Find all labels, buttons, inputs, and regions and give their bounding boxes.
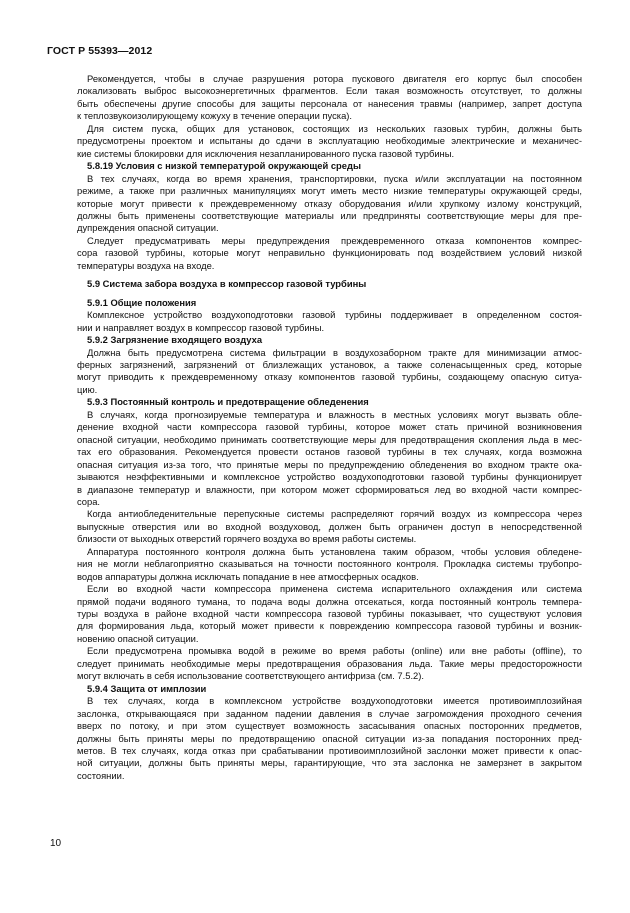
text-line: заслонка, открывающаяся при заданном падении давления в случае загромождения проходного сечения bbox=[77, 707, 582, 719]
section-heading: 5.9.3 Постоянный контроль и предотвращение обледенения bbox=[87, 396, 369, 408]
text-line: Аппаратура постоянного контроля должна быть установлена таким образом, чтобы условия обледене- bbox=[87, 545, 582, 557]
text-line: для формирования льда, который может привести к повреждению компрессора газовой турбины и возник- bbox=[77, 620, 582, 632]
text-line: режиме, а также при различных манипуляциях могут иметь место низкие температуры окружающей среды, bbox=[77, 185, 582, 197]
text-line: кие системы блокировки для исключения незапланированного пуска газовой турбины. bbox=[77, 147, 455, 159]
text-line: туры воздуха в районе входной части компрессора газовой турбины показывает, что существуют условия bbox=[77, 608, 582, 620]
text-line: Должна быть предусмотрена система фильтрации в воздухозаборном тракте для минимизации атмос- bbox=[87, 346, 582, 358]
text-line: Рекомендуется, чтобы в случае разрушения ротора пускового двигателя его корпус был способен bbox=[87, 73, 582, 84]
text-line: в диапазоне температур и влажности, при котором может сформироваться лед во входной части компрес- bbox=[77, 483, 582, 495]
paragraph bbox=[77, 73, 582, 123]
paragraph bbox=[77, 173, 582, 235]
text-line: водов аппаратуры должна исключать попадание в нее атмосферных осадков. bbox=[77, 570, 419, 582]
text-line: ния не могли неблагоприятно сказываться на точности постоянного контроля. Прокладка системы трубопро- bbox=[77, 558, 582, 570]
text-line: локализовать выброс высокоэнергетичных фрагментов. Если такая возможность отсутствует, то должны bbox=[77, 85, 582, 97]
text-line: выпускные отверстия или во входной воздуховод, должен быть ограничен доступ в непосредственной bbox=[77, 520, 582, 532]
text-line: должны быть приняты меры по предотвращению опасной ситуации из-за попадания посторонних пред- bbox=[77, 732, 582, 744]
section-heading: 5.9.4 Защита от имплозии bbox=[87, 682, 207, 694]
text-line: метов. В тех случаях, когда отказ при срабатывании противоимплозийной заслонки может привести к опас- bbox=[77, 745, 582, 757]
text-line: могут приводить к преждевременному отказу компонентов газовой турбины, создающему опасную ситуа- bbox=[77, 371, 582, 383]
text-line: новению опасной ситуации. bbox=[77, 632, 199, 644]
text-line: Комплексное устройство воздухоподготовки газовой турбины поддерживает в определенном состоя- bbox=[87, 309, 582, 321]
section-heading: 5.9 Система забора воздуха в компрессор газовой турбины bbox=[87, 278, 367, 290]
text-line: предусмотрены проектом и испытаны до сдачи в эксплуатацию необходимые электрические и механичес- bbox=[77, 135, 582, 147]
paragraph bbox=[77, 347, 582, 397]
text-line: температуры воздуха на входе. bbox=[77, 259, 215, 271]
text-line: Для систем пуска, общих для установок, состоящих из нескольких газовых турбин, должны быть bbox=[87, 122, 582, 134]
text-line: опасная ситуация из-за того, что принятые меры по предупреждению обледенения во входном тракте ока- bbox=[77, 458, 582, 470]
text-line: следует принимать необходимые меры предотвращения образования льда. Такие меры предосторожности bbox=[77, 657, 582, 669]
paragraph bbox=[77, 409, 582, 509]
text-line: Если во входной части компрессора применена система испарительного охлаждения или система bbox=[87, 583, 582, 595]
text-line: к теплозвукоизолирующему кожуху в течение операции пуска). bbox=[77, 110, 353, 122]
text-line: Если предусмотрена промывка водой в режиме во время работы (online) или вне работы (offline), то bbox=[87, 645, 582, 657]
text-line: тах его образования. Рекомендуется провести останов газовой турбины в тех случаях, когда возможна bbox=[77, 446, 582, 458]
text-line: ной ситуации, должны быть приняты меры, гарантирующие, что эта заслонка не замерзнет в закрытом bbox=[77, 757, 582, 769]
section-heading: 5.8.19 Условия с низкой температурой окружающей среды bbox=[87, 160, 361, 172]
section-heading: 5.9.2 Загрязнение входящего воздуха bbox=[87, 334, 263, 346]
document-body bbox=[77, 73, 582, 782]
paragraph bbox=[77, 583, 582, 645]
text-line: дупреждения опасной ситуации. bbox=[77, 222, 219, 234]
text-line: сора. bbox=[77, 495, 101, 507]
text-line: вверх по потоку, и при этом существует возможность засасывания опасных посторонних предметов, bbox=[77, 720, 582, 732]
paragraph bbox=[77, 695, 582, 782]
text-line: В случаях, когда прогнозируемые температура и влажность в местных условиях могут вызвать обле- bbox=[87, 408, 582, 420]
paragraph bbox=[77, 508, 582, 545]
page-number: 10 bbox=[50, 838, 62, 849]
text-line: состоянии. bbox=[77, 769, 125, 781]
paragraph bbox=[77, 546, 582, 583]
paragraph bbox=[77, 645, 582, 682]
text-line: Когда антиобледенительные перепускные системы распределяют горячий воздух из компрессора через bbox=[87, 508, 582, 520]
paragraph bbox=[77, 123, 582, 160]
paragraph bbox=[77, 309, 582, 334]
text-line: которые могут привести к преждевременному отказу оборудования и/или хрупкому излому конструкций, bbox=[77, 197, 582, 209]
paragraph bbox=[77, 235, 582, 272]
text-line: нии и направляет воздух в компрессор газовой турбины. bbox=[77, 321, 325, 333]
text-line: В тех случаях, когда во время хранения, транспортировки, пуска и/или эксплуатации на постоянном bbox=[87, 172, 582, 184]
text-line: денение входной части компрессора газовой турбины, которое может стать причиной возникновения bbox=[77, 421, 582, 433]
text-line: зываются неэффективными и комплексное устройство воздухоподготовки газовой турбины функционирует bbox=[77, 471, 582, 483]
text-line: Следует предусматривать меры предупреждения преждевременного отказа компонентов компрес- bbox=[87, 234, 582, 246]
section-heading: 5.9.1 Общие положения bbox=[87, 296, 197, 308]
text-line: близости от выходных отверстий горячего воздуха во время работы системы. bbox=[77, 533, 417, 545]
text-line: прямой подачи водяного тумана, то подача воды должна отсекаться, когда постоянный контроль темпера- bbox=[77, 595, 582, 607]
text-line: В тех случаях, когда в комплексном устройстве воздухоподготовки имеется противоимплозийная bbox=[87, 695, 582, 707]
text-line: ферных загрязнений, загрязнений от близлежащих установок, а также соленасыщенных сред, которые bbox=[77, 358, 582, 370]
text-line: быть обеспечены другие способы для защиты персонала от нанесения травмы (например, запрет доступа bbox=[77, 97, 582, 109]
text-line: сора газовой турбины, которые могут неправильно функционировать под воздействием условий низкой bbox=[77, 247, 582, 259]
text-line: цию. bbox=[77, 383, 98, 395]
document-header: ГОСТ Р 55393—2012 bbox=[47, 45, 153, 57]
text-line: могут включать в себя использование соответствующего антифриза (см. 7.5.2). bbox=[77, 670, 424, 682]
text-line: опасной ситуации, необходимо принимать соответствующие меры для предотвращения скопления льда в мес- bbox=[77, 433, 582, 445]
text-line: должны быть применены соответствующие материалы или предприняты соответствующие меры для пре- bbox=[77, 209, 582, 221]
